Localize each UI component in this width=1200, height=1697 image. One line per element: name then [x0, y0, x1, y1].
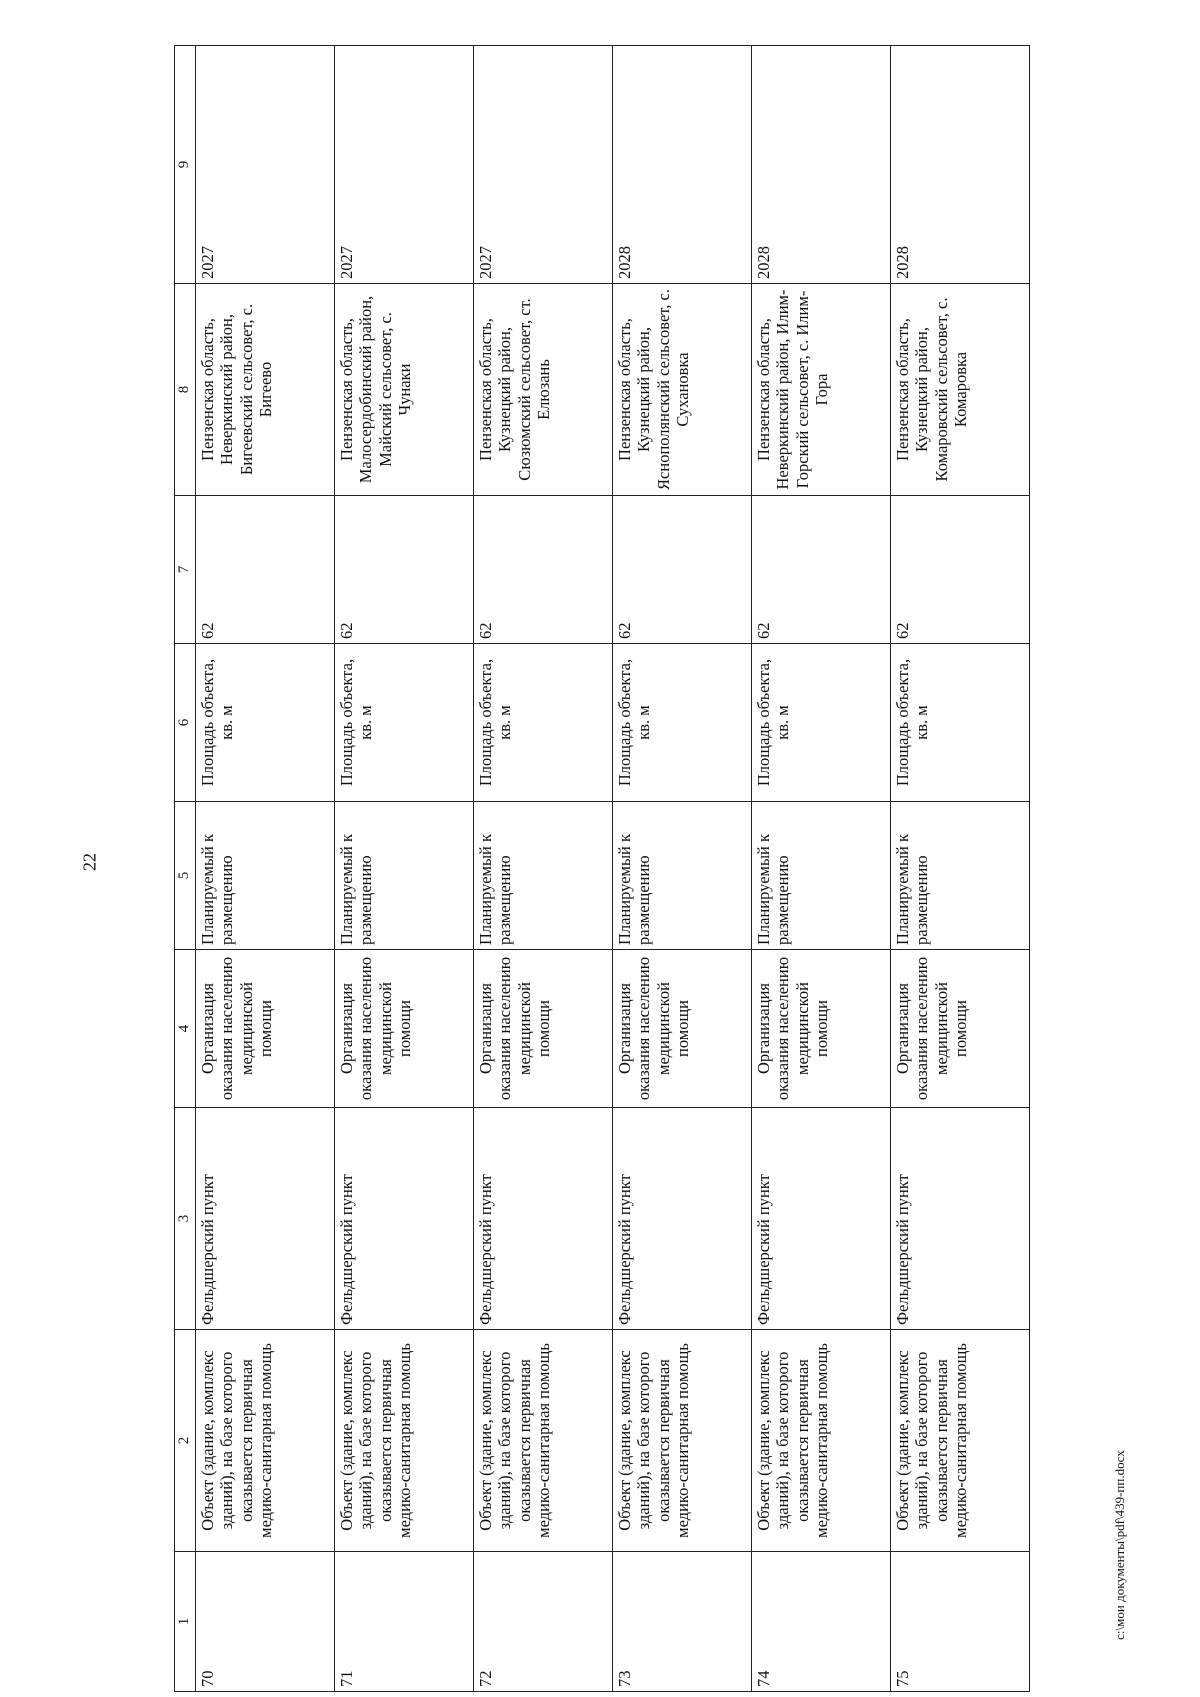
object-location: Пензенская область, Неверкинский район, Бигеевский сельсовет, с. Бигеево [196, 284, 335, 496]
col-header-6: 6 [175, 644, 196, 802]
col-header-5: 5 [175, 802, 196, 950]
object-location: Пензенская область, Кузнецкий район, Яснополянский сельсовет, с. Сухановка [613, 284, 752, 496]
target-year: 2028 [613, 46, 752, 284]
object-purpose: Организация оказания населению медицинской помощи [335, 950, 474, 1108]
col-header-4: 4 [175, 950, 196, 1108]
object-status: Планируемый к размещению [752, 802, 891, 950]
object-characteristic: Площадь объекта, кв. м [891, 644, 1030, 802]
table-row [891, 46, 1030, 1692]
characteristic-value: 62 [891, 496, 1030, 644]
object-name: Фельдшерский пункт [474, 1108, 613, 1330]
target-year: 2027 [335, 46, 474, 284]
characteristic-value: 62 [613, 496, 752, 644]
table-row [335, 46, 474, 1692]
object-status: Планируемый к размещению [613, 802, 752, 950]
object-purpose: Организация оказания населению медицинской помощи [474, 950, 613, 1108]
object-location: Пензенская область, Кузнецкий район, Комаровский сельсовет, с. Комаровка [891, 284, 1030, 496]
characteristic-value: 62 [474, 496, 613, 644]
row-number: 72 [474, 1552, 613, 1692]
object-status: Планируемый к размещению [891, 802, 1030, 950]
object-name: Фельдшерский пункт [613, 1108, 752, 1330]
object-type: Объект (здание, комплекс зданий), на базе которого оказывается первичная медико-санитарная помощь [752, 1330, 891, 1552]
object-type: Объект (здание, комплекс зданий), на базе которого оказывается первичная медико-санитарная помощь [474, 1330, 613, 1552]
col-header-7: 7 [175, 496, 196, 644]
col-header-8: 8 [175, 284, 196, 496]
target-year: 2028 [752, 46, 891, 284]
object-location: Пензенская область, Неверкинский район, Илим-Горский сельсовет, с. Илим-Гора [752, 284, 891, 496]
col-header-1: 1 [175, 1552, 196, 1692]
object-location: Пензенская область, Малосердобинский район, Майский сельсовет, с. Чунаки [335, 284, 474, 496]
table-row [474, 46, 613, 1692]
col-header-2: 2 [175, 1330, 196, 1552]
characteristic-value: 62 [196, 496, 335, 644]
object-type: Объект (здание, комплекс зданий), на базе которого оказывается первичная медико-санитарная помощь [196, 1330, 335, 1552]
row-number: 71 [335, 1552, 474, 1692]
object-characteristic: Площадь объекта, кв. м [335, 644, 474, 802]
table-container [174, 46, 1028, 1692]
row-number: 73 [613, 1552, 752, 1692]
object-purpose: Организация оказания населению медицинской помощи [891, 950, 1030, 1108]
page-number: 22 [79, 853, 100, 871]
characteristic-value: 62 [752, 496, 891, 644]
object-name: Фельдшерский пункт [752, 1108, 891, 1330]
object-characteristic: Площадь объекта, кв. м [752, 644, 891, 802]
object-location: Пензенская область, Кузнецкий район, Сюзюмский сельсовет, ст. Елюзань [474, 284, 613, 496]
row-number: 70 [196, 1552, 335, 1692]
object-purpose: Организация оказания населению медицинской помощи [752, 950, 891, 1108]
objects-table [174, 45, 1030, 1692]
row-number: 74 [752, 1552, 891, 1692]
object-purpose: Организация оказания населению медицинской помощи [613, 950, 752, 1108]
object-characteristic: Площадь объекта, кв. м [613, 644, 752, 802]
object-name: Фельдшерский пункт [196, 1108, 335, 1330]
object-type: Объект (здание, комплекс зданий), на базе которого оказывается первичная медико-санитарная помощь [613, 1330, 752, 1552]
footer-file-path: c:\мои документы\pdf\439-пп.docx [1112, 1450, 1127, 1640]
object-characteristic: Площадь объекта, кв. м [474, 644, 613, 802]
col-header-3: 3 [175, 1108, 196, 1330]
table-row [613, 46, 752, 1692]
characteristic-value: 62 [335, 496, 474, 644]
target-year: 2027 [196, 46, 335, 284]
object-status: Планируемый к размещению [474, 802, 613, 950]
header-row [175, 46, 196, 1692]
target-year: 2027 [474, 46, 613, 284]
row-number: 75 [891, 1552, 1030, 1692]
object-name: Фельдшерский пункт [335, 1108, 474, 1330]
object-name: Фельдшерский пункт [891, 1108, 1030, 1330]
col-header-9: 9 [175, 46, 196, 284]
table-row [196, 46, 335, 1692]
object-status: Планируемый к размещению [196, 802, 335, 950]
object-purpose: Организация оказания населению медицинской помощи [196, 950, 335, 1108]
target-year: 2028 [891, 46, 1030, 284]
object-characteristic: Площадь объекта, кв. м [196, 644, 335, 802]
object-type: Объект (здание, комплекс зданий), на базе которого оказывается первичная медико-санитарная помощь [891, 1330, 1030, 1552]
object-type: Объект (здание, комплекс зданий), на базе которого оказывается первичная медико-санитарная помощь [335, 1330, 474, 1552]
table-row [752, 46, 891, 1692]
object-status: Планируемый к размещению [335, 802, 474, 950]
